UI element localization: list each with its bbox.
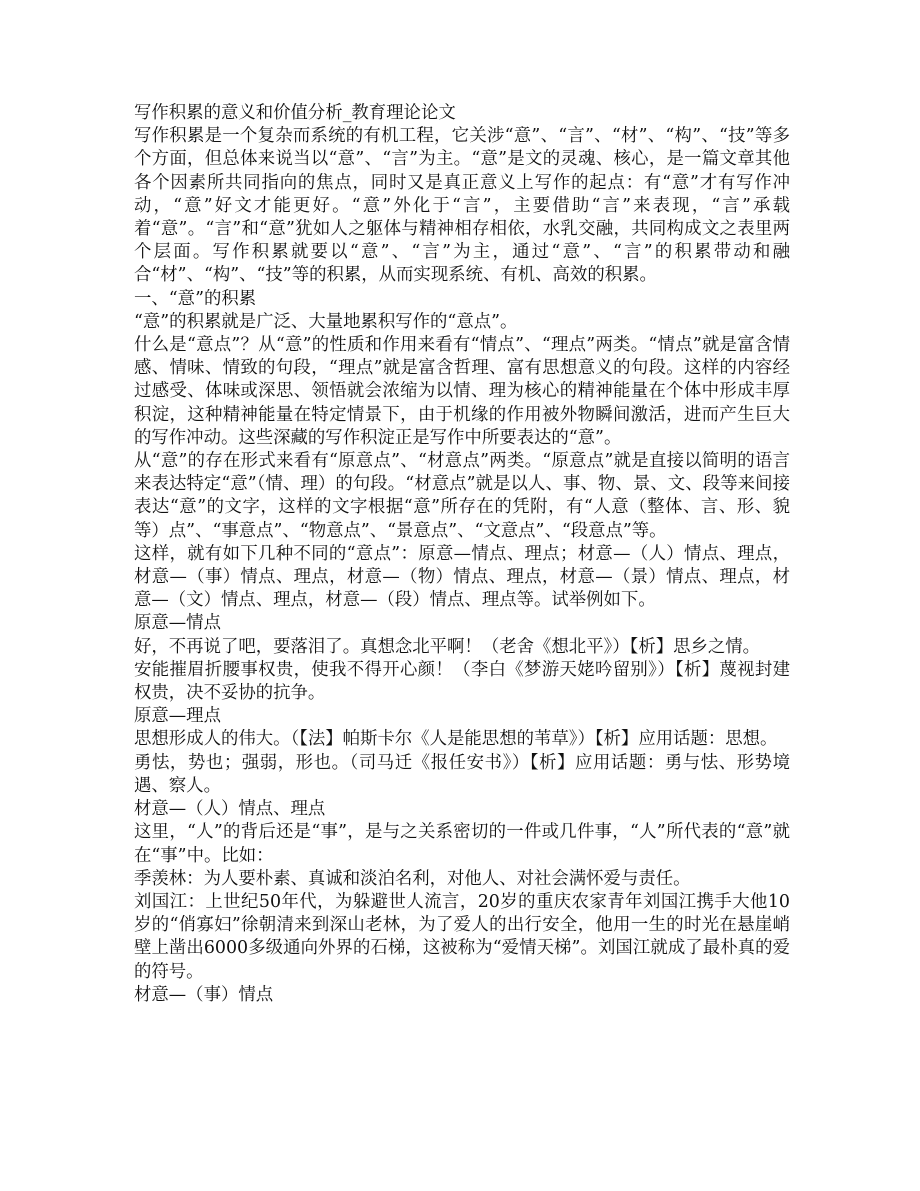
paragraph: “意”的积累就是广泛、大量地累积写作的“意点”。 [134,311,518,332]
paragraph: 什么是“意点”？从“意”的性质和作用来看有“情点”、“理点”两类。“情点”就是富含情感、情味、情致的句段，“理点”就是富含哲理、富有思想意义的句段。这样的内容经过感受、体味或深思、领悟就会浓缩为以情、理为核心的精神能量在个体中形成丰厚积淀，这种精神能量在特定情景下，由于机缘的作用被外物瞬间激活，进而产生巨大的写作冲动。这些深藏的写作积淀正是写作中所要表达的“意”。 [134,335,790,448]
document-title: 写作积累的意义和价值分析_教育理论论文 [134,103,456,123]
example-person: 刘国江：上世纪50年代，为躲避世人流言，20岁的重庆农家青年刘国江携手大他10岁的“俏寡妇”徐朝清来到深山老林，为了爱人的出行安全，他用一生的时光在悬崖峭壁上凿出6000多级通向外界的石梯，这被称为“爱情天梯”。刘国江就成了最朴真的爱的符号。 [134,891,790,982]
example-person: 季羡林：为人要朴素、真诚和淡泊名利，对他人、对社会满怀爱与责任。 [134,868,691,889]
document-body [134,102,790,1007]
example-quote: 勇怯，势也；强弱，形也。（司马迁《报任安书》）【析】应用话题：勇与怯、形势境遇、察人。 [134,752,790,796]
subheading: 原意—情点 [134,613,221,634]
paragraph: 从“意”的存在形式来看有“原意点”、“材意点”两类。“原意点”就是直接以简明的语言来表达特定“意”（情、理）的句段。“材意点”就是以人、事、物、景、文、段等来间接表达“意”的文字，这样的文字根据“意”所存在的凭附，有“人意（整体、言、形、貌等）点”、“事意点”、“物意点”、“景意点”、“文意点”、“段意点”等。 [134,451,790,541]
paragraph: 这样，就有如下几种不同的“意点”：原意—情点、理点；材意—（人）情点、理点，材意—（事）情点、理点，材意—（物）情点、理点，材意—（景）情点、理点，材意—（文）情点、理点，材意—（段）情点、理点等。试举例如下。 [134,543,790,611]
subheading: 材意—（事）情点 [134,984,274,1005]
subheading: 原意—理点 [134,706,221,727]
example-quote: 思想形成人的伟大。（【法】帕斯卡尔《人是能思想的苇草》）【析】应用话题：思想。 [134,729,778,750]
example-quote: 好，不再说了吧，要落泪了。真想念北平啊！（老舍《想北平》）【析】思乡之情。 [134,636,761,657]
subheading: 材意—（人）情点、理点 [134,799,326,820]
paragraph: 这里，“人”的背后还是“事”，是与之关系密切的一件或几件事，“人”所代表的“意”就在“事”中。比如： [134,822,790,866]
example-quote: 安能摧眉折腰事权贵，使我不得开心颜！（李白《梦游天姥吟留别》）【析】蔑视封建权贵，决不妥协的抗争。 [134,659,790,704]
section-heading: 一、“意”的积累 [134,288,257,309]
paragraph-intro: 写作积累是一个复杂而系统的有机工程，它关涉“意”、“言”、“材”、“构”、“技”等多个方面，但总体来说当以“意”、“言”为主。“意”是文的灵魂、核心，是一篇文章其他各个因素所共同指向的焦点，同时又是真正意义上写作的起点：有“意”才有写作冲动，“意”好文才能更好。“意”外化于“言”，主要借助“言”来表现，“言”承载着“意”。“言”和“意”犹如人之躯体与精神相存相依，水乳交融，共同构成文之表里两个层面。写作积累就要以“意”、“言”为主，通过“意”、“言”的积累带动和融合“材”、“构”、“技”等的积累，从而实现系统、有机、高效的积累。 [134,126,790,286]
